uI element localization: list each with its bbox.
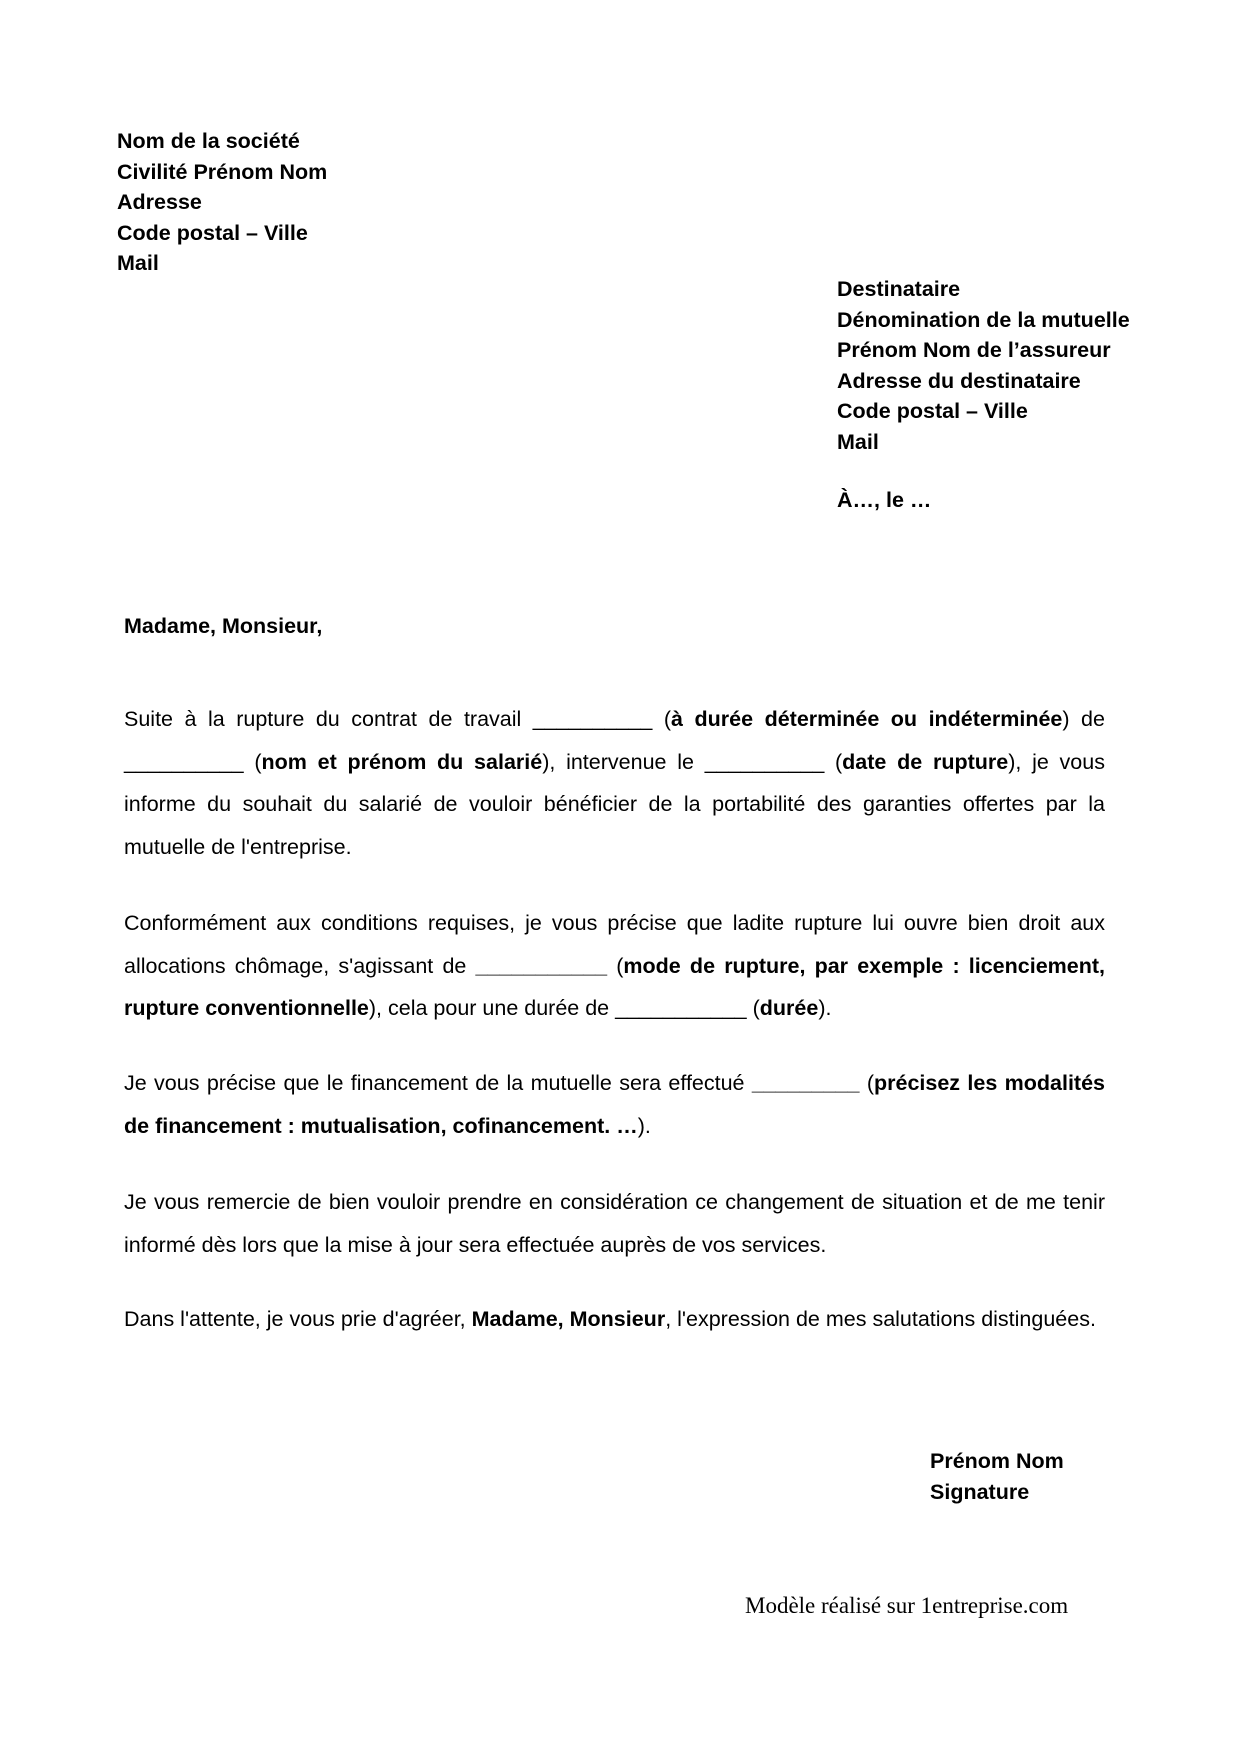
paragraph-2-bold: mode de rupture, par exemple : licenciement, rupture conventionnelle <box>124 953 1105 1020</box>
sender-block <box>117 126 327 279</box>
paragraph-2 <box>124 902 1105 1030</box>
paragraph-2-text: ( <box>607 953 624 978</box>
paragraph-3-text: ( <box>859 1071 874 1095</box>
date-place: À…, le … <box>837 488 932 512</box>
sender-address: Adresse <box>117 190 202 214</box>
footer-credit: Modèle réalisé sur 1entreprise.com <box>745 1593 1069 1618</box>
paragraph-5 <box>124 1298 1105 1341</box>
sender-name: Civilité Prénom Nom <box>117 159 328 184</box>
paragraph-1-text: Suite à la rupture du contrat de travail __________ ( <box>124 707 672 731</box>
recipient-insurer-name: Prénom Nom de l’assureur <box>837 338 1111 362</box>
recipient-address: Adresse du destinataire <box>837 368 1081 393</box>
paragraph-1-bold: date de rupture <box>842 749 1009 774</box>
paragraph-3 <box>124 1062 1105 1147</box>
recipient-label: Destinataire <box>837 277 961 301</box>
sender-mail: Mail <box>117 251 159 275</box>
paragraph-3-bold: _________ <box>751 1071 860 1095</box>
paragraph-3-text: Je vous précise que le financement de la mutuelle sera effectué <box>124 1071 752 1095</box>
paragraph-1-text: ), je vous informe du souhait du salarié de vouloir bénéficier de la portabilité des garanties offertes par la mutuelle de l'entreprise. <box>124 749 1105 859</box>
signature-block <box>930 1446 1064 1507</box>
paragraph-4-text: Je vous remercie de bien vouloir prendre en considération ce changement de situation et de me tenir informé dès lors que la mise à jour sera effectuée auprès de vos services. <box>124 1190 1105 1257</box>
paragraph-1-bold: à durée déterminée ou indéterminée <box>671 707 1063 731</box>
paragraph-5-text: Dans l'attente, je vous prie d'agréer, <box>124 1307 472 1331</box>
paragraph-2-bold: ___________ <box>475 953 608 978</box>
paragraph-1-bold: nom et prénom du salarié <box>261 749 543 774</box>
paragraph-3-text: ). <box>637 1113 651 1138</box>
signature-label: Signature <box>930 1479 1030 1504</box>
paragraph-4 <box>124 1181 1105 1266</box>
signature-name: Prénom Nom <box>930 1449 1064 1473</box>
paragraph-1-text: ) de __________ ( <box>124 707 1105 774</box>
paragraph-1 <box>124 698 1105 868</box>
paragraph-3-bold: précisez les modalités de financement : mutualisation, cofinancement. … <box>124 1071 1106 1138</box>
paragraph-5-bold: Madame, Monsieur <box>471 1307 666 1331</box>
paragraph-2-bold: durée <box>759 996 819 1020</box>
paragraph-5-text: , l'expression de mes salutations distinguées. <box>665 1307 1096 1331</box>
paragraph-2-text: ), cela pour une durée de ___________ ( <box>368 996 760 1020</box>
recipient-mail: Mail <box>837 429 879 454</box>
recipient-block <box>837 274 1130 457</box>
sender-company: Nom de la société <box>117 129 300 153</box>
recipient-mutual-name: Dénomination de la mutuelle <box>837 307 1130 332</box>
sender-postal-city: Code postal – Ville <box>117 220 308 245</box>
paragraph-2-text: Conformément aux conditions requises, je vous précise que ladite rupture lui ouvre bien droit aux allocations chômage, s'agissant de <box>124 911 1105 978</box>
greeting: Madame, Monsieur, <box>124 614 323 638</box>
paragraph-1-text: ), intervenue le __________ ( <box>542 749 843 774</box>
recipient-postal-city: Code postal – Ville <box>837 399 1028 423</box>
paragraph-2-text: ). <box>818 996 832 1020</box>
